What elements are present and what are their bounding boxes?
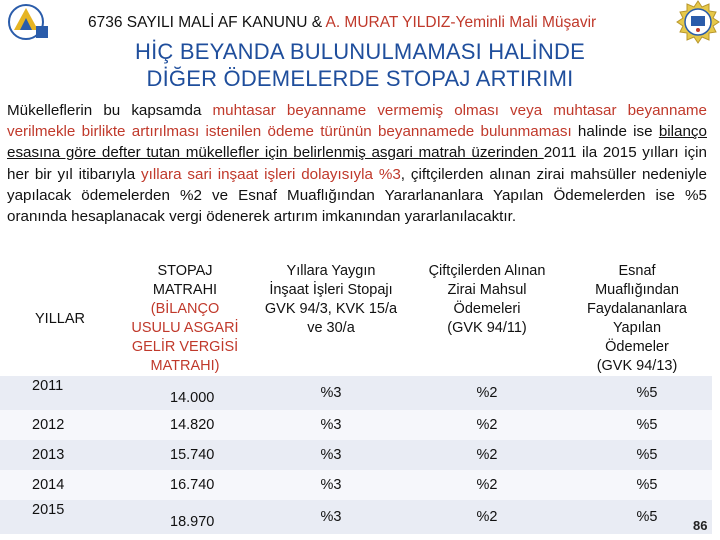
ciftci-rate-cell: %2 <box>412 376 562 410</box>
year-cell: 2011 <box>0 376 120 410</box>
header-esnaf-odemeleri: Esnaf Muaflığından Faydalananlara Yapılan Ödemeler (GVK 94/13) <box>562 262 712 376</box>
rates-table <box>0 262 712 534</box>
table-header-row <box>0 262 712 376</box>
esnaf-rate-cell: %5 <box>562 376 712 410</box>
page-number: 86 <box>693 518 708 533</box>
slide-title <box>0 38 720 98</box>
matrah-cell: 15.740 <box>120 440 250 470</box>
matrah-cell: 16.740 <box>120 470 250 500</box>
header-bar <box>0 0 720 38</box>
table-row <box>0 410 712 440</box>
header-insaat-stopaji: Yıllara Yaygın İnşaat İşleri Stopajı GVK 94/3, KVK 15/a ve 30/a <box>250 262 412 376</box>
matrah-cell: 14.820 <box>120 410 250 440</box>
esnaf-rate-cell: %5 <box>562 500 712 534</box>
body-paragraph: Mükelleflerin bu kapsamda muhtasar beyanname vermemiş olması veya muhtasar beyanname verilmekle birlikte artırılması istenilen ödeme türünün beyannamede bulunmaması halinde ise bilanço esasına göre defter tutan mükellefler için belirlenmiş asgari matrah üzerinden 2011 ila 2015 yılları için her bir yıl itibarıyla yıllara sari inşaat işleri dolayısıyla %3, çiftçilerden alınan zirai mahsüller nedeniyle yapılacak ödemelerden %2 ve Esnaf Muaflığından Yararlananlara Yapılan Ödemelerden ise %5 oranında hesaplanacak vergi ödenerek artırım imkanından yararlanılacaktır. <box>7 102 708 226</box>
insaat-rate-cell: %3 <box>250 376 412 410</box>
year-cell: 2012 <box>0 410 120 440</box>
table-row <box>0 470 712 500</box>
table-row <box>0 500 712 534</box>
slide-title-line-2: DİĞER ÖDEMELERDE STOPAJ ARTIRIMI <box>146 66 574 91</box>
header-title: 6736 SAYILI MALİ AF KANUNU & A. MURAT YILDIZ-Yeminli Mali Müşavir <box>88 14 597 31</box>
header-ciftci-odemeleri: Çiftçilerden Alınan Zirai Mahsul Ödemeleri (GVK 94/11) <box>412 262 562 376</box>
table-row <box>0 376 712 410</box>
year-cell: 2015 <box>0 500 120 534</box>
table-row <box>0 440 712 470</box>
matrah-cell: 14.000 <box>120 376 250 410</box>
slide-title-line-1: HİÇ BEYANDA BULUNULMAMASI HALİNDE <box>135 39 585 64</box>
header-years: YILLAR <box>0 262 120 376</box>
ciftci-rate-cell: %2 <box>412 500 562 534</box>
esnaf-rate-cell: %5 <box>562 470 712 500</box>
year-cell: 2014 <box>0 470 120 500</box>
ciftci-rate-cell: %2 <box>412 410 562 440</box>
ciftci-rate-cell: %2 <box>412 440 562 470</box>
insaat-rate-cell: %3 <box>250 410 412 440</box>
esnaf-rate-cell: %5 <box>562 440 712 470</box>
insaat-rate-cell: %3 <box>250 440 412 470</box>
ciftci-rate-cell: %2 <box>412 470 562 500</box>
year-cell: 2013 <box>0 440 120 470</box>
header-stopaj-matrahi: STOPAJ MATRAHI (BİLANÇO USULU ASGARİ GELİR VERGİSİ MATRAHI) <box>120 262 250 376</box>
esnaf-rate-cell: %5 <box>562 410 712 440</box>
matrah-cell: 18.970 <box>120 500 250 534</box>
association-logo-icon <box>6 2 50 42</box>
insaat-rate-cell: %3 <box>250 500 412 534</box>
insaat-rate-cell: %3 <box>250 470 412 500</box>
